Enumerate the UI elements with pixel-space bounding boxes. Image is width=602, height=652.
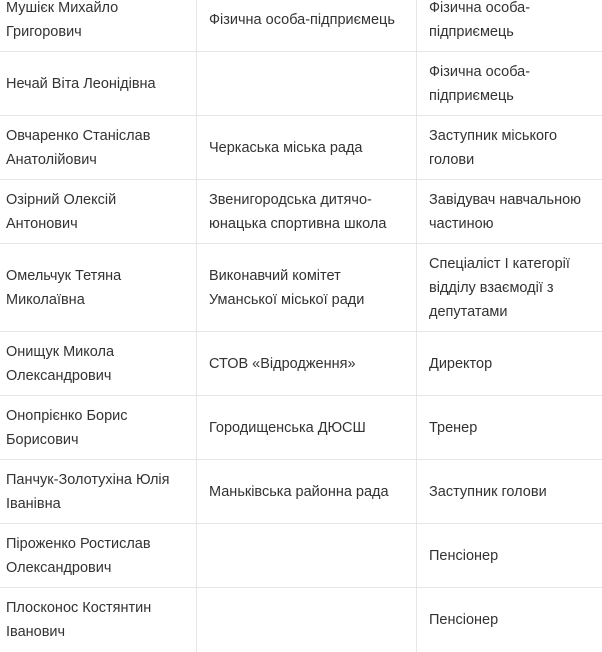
position-cell: Пенсіонер: [416, 524, 602, 587]
name-cell: Мушієк Михайло Григорович: [6, 0, 119, 40]
table-row: [0, 52, 602, 116]
name-cell: Піроженко Ростислав Олександрович: [6, 535, 151, 576]
table-row: [0, 332, 602, 396]
position-cell: Заступник міського голови: [416, 116, 602, 179]
name-cell: Панчук-Золотухіна Юлія Іванівна: [6, 471, 170, 512]
organization-cell: Городищенська ДЮСШ: [196, 396, 416, 459]
table-row: [0, 524, 602, 588]
position-cell: Заступник голови: [416, 460, 602, 523]
position-cell: Пенсіонер: [416, 588, 602, 652]
table-row: [0, 116, 602, 180]
name-cell: Овчаренко Станіслав Анатолійович: [6, 127, 151, 168]
name-cell: Нечай Віта Леонідівна: [6, 75, 156, 92]
table-row: [0, 460, 602, 524]
position-cell: Фізична особа-підприємець: [416, 52, 602, 115]
table-row: [0, 588, 602, 652]
organization-cell: Фізична особа-підприємець: [196, 0, 416, 51]
table-row: [0, 0, 602, 52]
position-cell: Директор: [416, 332, 602, 395]
table-row: [0, 180, 602, 244]
organization-cell: [196, 588, 416, 652]
position-cell: Тренер: [416, 396, 602, 459]
table-row: [0, 396, 602, 460]
organization-cell: [196, 52, 416, 115]
position-cell: Спеціаліст І категорії відділу взаємодії з депутатами: [416, 244, 602, 331]
organization-cell: Виконавчий комітет Уманської міської ради: [196, 244, 416, 331]
organization-cell: [196, 524, 416, 587]
name-cell: Плосконос Костянтин Іванович: [6, 600, 152, 640]
organization-cell: Звенигородська дитячо-юнацька спортивна школа: [196, 180, 416, 243]
name-cell: Онищук Микола Олександрович: [6, 343, 115, 384]
position-cell: Завідувач навчальною частиною: [416, 180, 602, 243]
organization-cell: СТОВ «Відродження»: [196, 332, 416, 395]
organization-cell: Черкаська міська рада: [196, 116, 416, 179]
name-cell: Озірний Олексій Антонович: [6, 191, 117, 232]
organization-cell: Маньківська районна рада: [196, 460, 416, 523]
table-row: [0, 244, 602, 332]
name-cell: Омельчук Тетяна Миколаївна: [6, 267, 122, 308]
position-cell: Фізична особа-підприємець: [416, 0, 602, 51]
name-cell: Онопрієнко Борис Борисович: [6, 407, 128, 448]
